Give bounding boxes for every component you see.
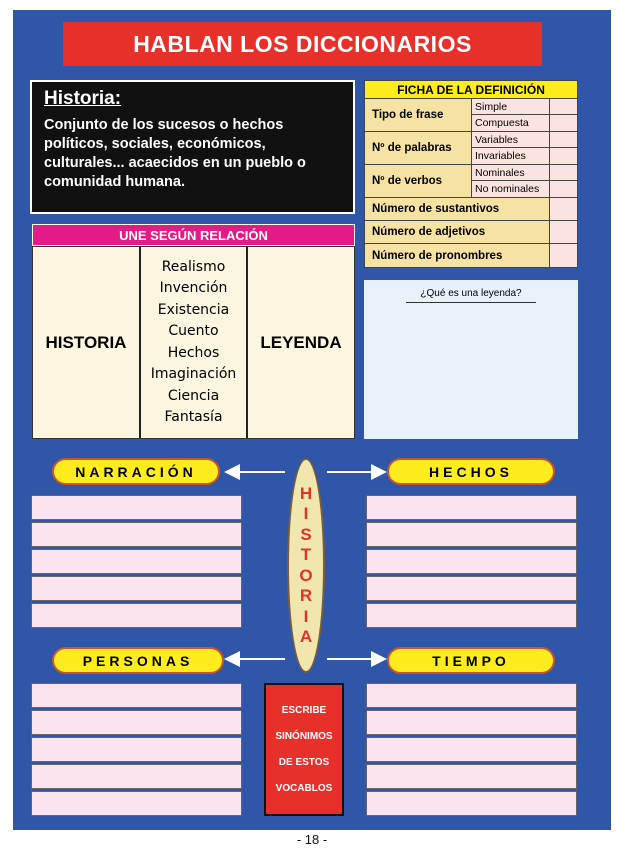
une-word[interactable]: Ciencia bbox=[167, 387, 220, 404]
answer-line[interactable] bbox=[366, 791, 577, 816]
oval-letter: S bbox=[300, 524, 312, 544]
une-word[interactable]: Fantasía bbox=[164, 409, 223, 425]
ficha-row-label: Número de sustantivos bbox=[372, 203, 500, 215]
answer-line[interactable] bbox=[366, 603, 577, 628]
answer-line[interactable] bbox=[31, 791, 242, 816]
leyenda-question: ¿Qué es una leyenda? bbox=[420, 288, 522, 299]
une-word[interactable]: Existencia bbox=[157, 301, 230, 318]
answer-line[interactable] bbox=[366, 683, 577, 708]
tiempo-lines bbox=[366, 683, 577, 818]
oval-letter: H bbox=[299, 483, 313, 503]
answer-line[interactable] bbox=[31, 603, 242, 628]
answer-line[interactable] bbox=[31, 737, 242, 762]
oval-letter: O bbox=[299, 565, 313, 585]
definition-text: Conjunto de los sucesos o hechos políticos, sociales, económicos, culturales... acaecidos en un pueblo o comunidad humana. bbox=[44, 117, 306, 190]
answer-line[interactable] bbox=[31, 576, 242, 601]
oval-letter: I bbox=[303, 504, 309, 523]
ficha-row-label: Número de adjetivos bbox=[372, 226, 486, 238]
definition-word: Historia: bbox=[44, 88, 122, 109]
une-word[interactable]: Realismo bbox=[161, 258, 226, 275]
une-right-word: LEYENDA bbox=[260, 332, 342, 352]
escribe-box bbox=[264, 683, 344, 816]
hechos-label: HECHOS bbox=[387, 458, 555, 485]
personas-label: PERSONAS bbox=[52, 647, 224, 674]
ficha-row-label: Tipo de frase bbox=[372, 109, 444, 121]
answer-line[interactable] bbox=[31, 549, 242, 574]
answer-line[interactable] bbox=[366, 737, 577, 762]
answer-line[interactable] bbox=[366, 576, 577, 601]
answer-line[interactable] bbox=[366, 549, 577, 574]
ficha-sub-label: Compuesta bbox=[471, 115, 549, 131]
answer-line[interactable] bbox=[31, 764, 242, 789]
une-header: UNE SEGÚN RELACIÓN bbox=[32, 224, 355, 246]
hechos-lines bbox=[366, 495, 577, 630]
personas-lines bbox=[31, 683, 242, 818]
ficha-sub-label: Invariables bbox=[471, 148, 549, 164]
oval-letter: A bbox=[299, 627, 313, 646]
narracion-lines bbox=[31, 495, 242, 630]
historia-oval bbox=[287, 458, 325, 673]
ficha-sub-label: Variables bbox=[471, 132, 549, 148]
une-word[interactable]: Imaginación bbox=[150, 366, 237, 382]
answer-line[interactable] bbox=[366, 710, 577, 735]
ficha-row-label: Nº de verbos bbox=[372, 175, 443, 187]
answer-line[interactable] bbox=[31, 683, 242, 708]
ficha-row-label: Número de pronombres bbox=[372, 249, 503, 262]
une-word[interactable]: Cuento bbox=[168, 323, 219, 339]
ficha-header: FICHA DE LA DEFINICIÓN bbox=[365, 81, 577, 99]
ficha-sub-label: Nominales bbox=[471, 165, 549, 181]
answer-line[interactable] bbox=[31, 710, 242, 735]
oval-letter: I bbox=[303, 606, 309, 626]
answer-line[interactable] bbox=[31, 522, 242, 547]
ficha-row-label: Nº de palabras bbox=[372, 142, 452, 154]
escribe-line: DE ESTOS bbox=[278, 756, 330, 768]
page-title: HABLAN LOS DICCIONARIOS bbox=[63, 22, 542, 66]
tiempo-label: TIEMPO bbox=[387, 647, 555, 674]
answer-line[interactable] bbox=[366, 495, 577, 520]
une-word[interactable]: Hechos bbox=[167, 344, 220, 361]
oval-letter: T bbox=[300, 545, 312, 564]
narracion-label: NARRACIÓN bbox=[52, 458, 220, 485]
escribe-line: ESCRIBE bbox=[281, 704, 327, 716]
answer-line[interactable] bbox=[366, 522, 577, 547]
ficha-sub-label: Simple bbox=[471, 99, 549, 115]
answer-line[interactable] bbox=[31, 495, 242, 520]
escribe-line: VOCABLOS bbox=[275, 782, 333, 794]
une-word[interactable]: Invención bbox=[159, 280, 228, 296]
escribe-line: SINÓNIMOS bbox=[275, 730, 333, 742]
page-number: - 18 - bbox=[296, 832, 328, 847]
ficha-sub-label: No nominales bbox=[471, 181, 549, 197]
oval-letter: R bbox=[299, 586, 313, 605]
une-left-word: HISTORIA bbox=[33, 247, 141, 438]
answer-line[interactable] bbox=[366, 764, 577, 789]
